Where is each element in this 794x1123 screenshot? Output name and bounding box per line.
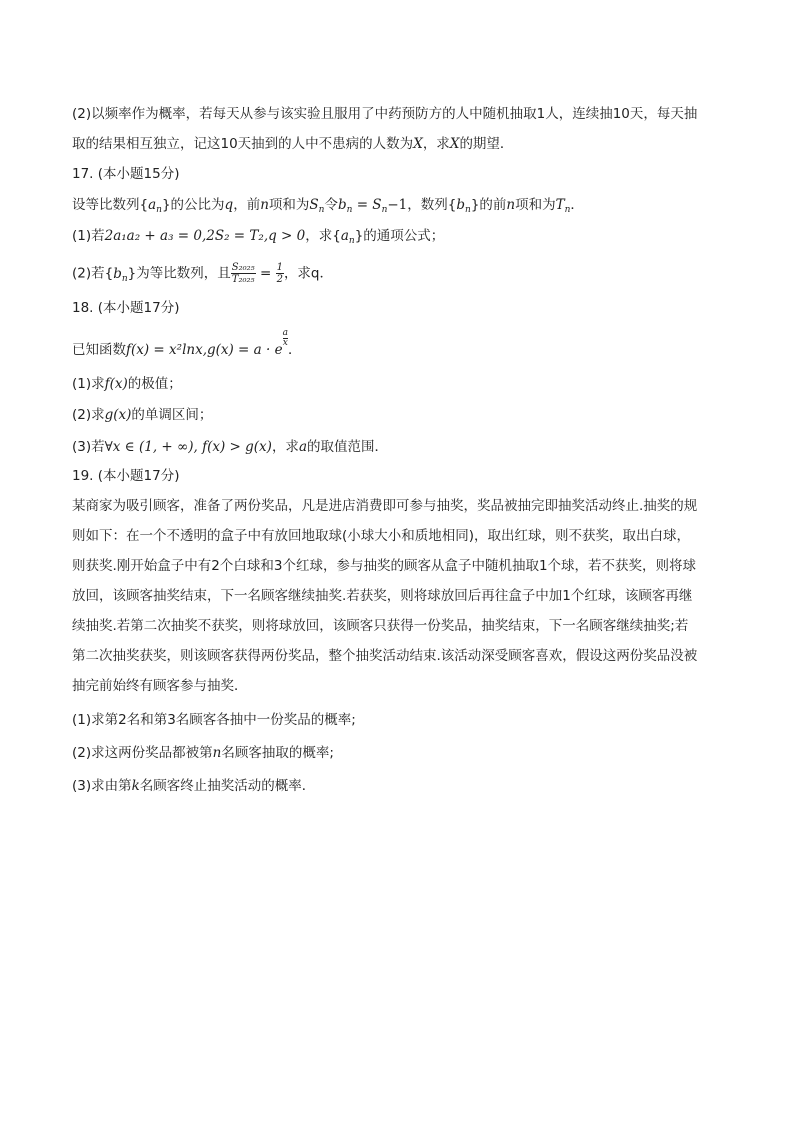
fraction-one-half bbox=[276, 262, 284, 285]
math-a-n: $a_n$ bbox=[340, 228, 355, 246]
text-segment: ，前 bbox=[233, 197, 261, 213]
math-condition: 2a₁a₂ + a₃ = 0,2S₂ = T₂,q > 0 bbox=[104, 228, 306, 244]
text-segment: 设等比数列{ bbox=[72, 197, 149, 213]
math-function-def: f(x) = x²lnx,g(x) = a · e bbox=[126, 342, 283, 358]
text-segment: 名顾客终止抽奖活动的概率． bbox=[139, 778, 316, 794]
q19-part1: (1)求第2名和第3名顾客各抽中一份奖品的概率; bbox=[72, 712, 356, 728]
q19-part3 bbox=[72, 776, 315, 796]
text-segment: (1)若 bbox=[72, 228, 105, 244]
math-q: q bbox=[224, 197, 234, 213]
math-f-x: f(x) bbox=[104, 376, 128, 392]
math-s-n: $S_n$ bbox=[309, 197, 325, 215]
text-segment: ． bbox=[287, 342, 302, 358]
text-segment: ，求 bbox=[422, 136, 450, 152]
text-segment: }的前 bbox=[470, 197, 507, 213]
text-segment: ，数列{ bbox=[407, 197, 457, 213]
q19-para-line-6: 第二次抽奖获奖，则该顾客获得两份奖品，整个抽奖活动结束.该活动深受顾客喜欢，假设这两份奖品没被 bbox=[72, 648, 698, 664]
q18-part1 bbox=[72, 374, 182, 394]
math-a-n: $a_n$ bbox=[148, 197, 162, 215]
q19-para-line-4: 放回，该顾客抽奖结束，下一名顾客继续抽奖.若获奖，则将球放回后再往盒子中加1个红球，该顾客再继 bbox=[72, 588, 693, 604]
q19-para-line-5: 续抽奖.若第二次抽奖不获奖，则将球放回，该顾客只获得一份奖品，抽奖结束，下一名顾客继续抽奖;若 bbox=[72, 618, 689, 634]
q19-header: 19. (本小题17分) bbox=[72, 468, 180, 484]
math-var: X bbox=[413, 136, 423, 152]
math-n: n bbox=[506, 197, 516, 213]
text-segment: (1)求 bbox=[72, 376, 105, 392]
text-segment: (3)求由第 bbox=[72, 778, 132, 794]
text-segment: }的公比为 bbox=[161, 197, 225, 213]
text-segment: 的取值范围． bbox=[307, 439, 388, 455]
math-g-x: g(x) bbox=[104, 407, 132, 423]
exponent-denominator: x bbox=[282, 338, 288, 348]
math-b-n-def: $b_n = S_n-1$ bbox=[337, 197, 408, 215]
text-segment: ，求 bbox=[271, 439, 299, 455]
text-segment: }的通项公式； bbox=[354, 228, 445, 244]
math-var: k bbox=[131, 778, 140, 794]
fraction-denominator: T₂₀₂₅ bbox=[231, 274, 255, 285]
math-var: X bbox=[449, 136, 460, 152]
q18-stem bbox=[72, 328, 302, 360]
q19-para-line-3: 则获奖.刚开始盒子中有2个白球和3个红球，参与抽奖的顾客从盒子中随机抽取1个球，若不获奖，则将球 bbox=[72, 558, 697, 574]
text-segment: 名顾客抽取的概率; bbox=[221, 745, 334, 761]
math-var: n bbox=[212, 745, 222, 761]
q17-stem bbox=[72, 195, 584, 215]
math-t-n: $T_n$ bbox=[555, 197, 571, 215]
q19-para-line-1: 某商家为吸引顾客，准备了两份奖品，凡是进店消费即可参与抽奖，奖品被抽完即抽奖活动终止.抽奖的规 bbox=[72, 498, 698, 514]
text-segment: ． bbox=[570, 197, 584, 213]
fraction-numerator: 1 bbox=[276, 262, 283, 273]
q19-para-line-2: 则如下：在一个不透明的盒子中有放回地取球(小球大小和质地相同)，取出红球，则不获奖，取出白球， bbox=[72, 528, 691, 544]
q16-part2-line2 bbox=[72, 134, 513, 154]
q17-header: 17. (本小题15分) bbox=[72, 166, 180, 182]
text-segment: (3)若 bbox=[72, 439, 105, 455]
text-segment: 的单调区间； bbox=[131, 407, 213, 423]
q18-part2 bbox=[72, 405, 212, 425]
q16-part2-line1: (2)以频率作为概率，若每天从参与该实验且服用了中药预防方的人中随机抽取1人，连续抽10天，每天抽 bbox=[72, 106, 698, 122]
text-segment: ，求q． bbox=[283, 265, 334, 282]
q19-para-line-7: 抽完前始终有顾客参与抽奖． bbox=[72, 678, 248, 694]
text-segment: (2)求 bbox=[72, 407, 105, 423]
fraction-numerator: S₂₀₂₅ bbox=[231, 262, 255, 273]
text-segment: 项和为 bbox=[268, 197, 310, 213]
q19-part2 bbox=[72, 743, 334, 763]
q18-header: 18. (本小题17分) bbox=[72, 300, 180, 316]
q17-part1 bbox=[72, 226, 444, 246]
math-b-n: $b_n$ bbox=[113, 265, 128, 284]
text-segment: 项和为 bbox=[515, 197, 556, 213]
text-segment: 已知函数 bbox=[72, 342, 126, 358]
text-segment: 取的结果相互独立，记这10天抽到的人中不患病的人数为 bbox=[72, 136, 414, 152]
text-segment: }为等比数列，且 bbox=[127, 265, 231, 282]
math-var: a bbox=[298, 439, 307, 455]
text-segment: 令 bbox=[324, 197, 338, 213]
text-segment: ，求{ bbox=[305, 228, 341, 244]
q18-part3 bbox=[72, 437, 388, 457]
exponent-numerator: a bbox=[282, 328, 288, 338]
equals-sign: = bbox=[255, 265, 276, 282]
math-n: n bbox=[260, 197, 269, 213]
text-segment: (2)若{ bbox=[72, 265, 114, 282]
text-segment: 的极值； bbox=[127, 376, 182, 392]
text-segment: (2)求这两份奖品都被第 bbox=[72, 745, 213, 761]
math-condition: ∀x ∈ (1, + ∞), f(x) > g(x) bbox=[104, 439, 272, 455]
text-segment: 的期望． bbox=[459, 136, 514, 152]
math-b-n: $b_n$ bbox=[456, 197, 471, 215]
exponent-fraction bbox=[283, 329, 288, 348]
q17-part2 bbox=[72, 262, 333, 285]
fraction-denominator: 2 bbox=[276, 274, 283, 285]
fraction-s-over-t bbox=[231, 262, 256, 285]
